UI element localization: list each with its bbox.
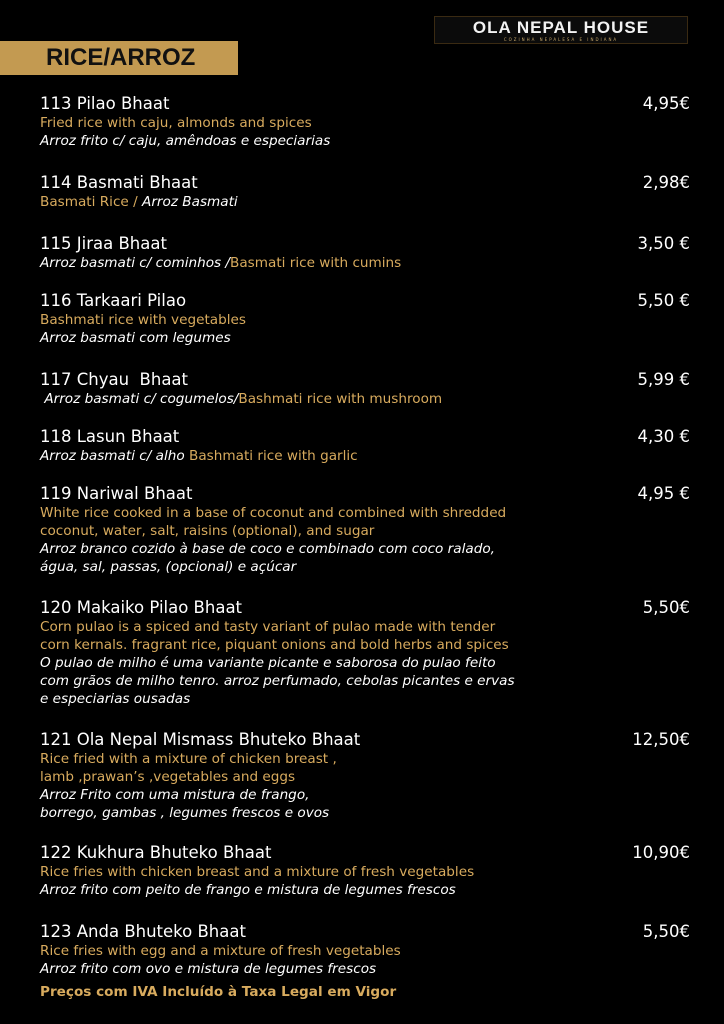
item-desc-en: Bashmati rice with mushroom — [238, 391, 443, 407]
item-title: 116 Tarkaari Pilao — [40, 291, 187, 310]
item-price: 5,50€ — [642, 922, 690, 941]
menu-item-118 — [40, 427, 690, 465]
menu-item-117 — [40, 370, 690, 408]
item-desc-pt: O pulao de milho é uma variante picante e saborosa do pulao feito com grãos de milho tenro. arroz perfumado, cebolas picantes e ervas e especiarias ousadas — [40, 655, 515, 707]
item-price: 5,50€ — [642, 598, 690, 617]
item-desc-en: Fried rice with caju, almonds and spices — [40, 115, 312, 131]
menu-item-113 — [40, 94, 690, 150]
item-price: 4,95 € — [637, 484, 690, 503]
menu-item-120 — [40, 598, 690, 708]
item-desc-en: Rice fried with a mixture of chicken breast , lamb ,prawan’s ,vegetables and eggs — [40, 751, 337, 785]
item-price: 4,30 € — [637, 427, 690, 446]
item-desc-pt: Arroz frito com peito de frango e mistura de legumes frescos — [40, 882, 456, 898]
item-desc-en: Rice fries with egg and a mixture of fresh vegetables — [40, 943, 401, 959]
logo-name: OLA NEPAL HOUSE — [472, 17, 650, 37]
item-desc-pt: Arroz Frito com uma mistura de frango, borrego, gambas , legumes frescos e ovos — [40, 787, 330, 821]
menu-item-114 — [40, 173, 690, 211]
item-desc-pt: Arroz frito com ovo e mistura de legumes frescos — [40, 961, 377, 977]
tax-note: Preços com IVA Incluído à Taxa Legal em Vigor — [40, 984, 397, 1000]
item-price: 5,50 € — [637, 291, 690, 310]
item-title: 117 Chyau Bhaat — [40, 370, 189, 389]
item-desc-pt: Arroz basmati c/ cominhos / — [40, 255, 231, 271]
menu-item-121 — [40, 730, 690, 822]
item-title: 118 Lasun Bhaat — [40, 427, 180, 446]
menu-item-116 — [40, 291, 690, 347]
item-desc-pt: Arroz basmati c/ cogumelos/ — [40, 391, 239, 407]
menu-item-115 — [40, 234, 690, 272]
item-price: 12,50€ — [632, 730, 690, 749]
menu-item-119 — [40, 484, 690, 576]
item-desc-separator: / — [128, 194, 143, 210]
item-title: 122 Kukhura Bhuteko Bhaat — [40, 843, 272, 862]
item-title: 121 Ola Nepal Mismass Bhuteko Bhaat — [40, 730, 361, 749]
item-desc-pt: Arroz branco cozido à base de coco e combinado com coco ralado, água, sal, passas, (opcional) e açúcar — [40, 541, 495, 575]
item-desc-en: White rice cooked in a base of coconut and combined with shredded coconut, water, salt, raisins (optional), and sugar — [40, 505, 507, 539]
item-price: 5,99 € — [637, 370, 690, 389]
item-title: 114 Basmati Bhaat — [40, 173, 198, 192]
item-desc-line — [40, 390, 690, 408]
item-desc-pt: Arroz basmati com legumes — [40, 330, 231, 346]
section-title: RICE/ARROZ — [46, 44, 196, 71]
item-desc-line — [40, 254, 690, 272]
item-title: 115 Jiraa Bhaat — [40, 234, 167, 253]
menu-item-122 — [40, 843, 690, 899]
item-title: 119 Nariwal Bhaat — [40, 484, 193, 503]
item-desc-pt: Arroz basmati c/ alho — [40, 448, 190, 464]
item-title: 120 Makaiko Pilao Bhaat — [40, 598, 243, 617]
item-desc-pt: Arroz frito c/ caju, amêndoas e especiarias — [40, 133, 331, 149]
item-price: 10,90€ — [632, 843, 690, 862]
logo-tagline: COZINHA NEPALESA E INDIANA — [503, 36, 619, 42]
item-price: 2,98€ — [642, 173, 690, 192]
section-banner — [0, 41, 238, 75]
item-desc-pt: Arroz Basmati — [142, 194, 238, 210]
item-price: 3,50 € — [637, 234, 690, 253]
menu-item-123 — [40, 922, 690, 978]
item-price: 4,95€ — [642, 94, 690, 113]
restaurant-logo — [434, 16, 688, 44]
item-desc-en: Basmati rice with cumins — [230, 255, 402, 271]
item-desc-en: Rice fries with chicken breast and a mixture of fresh vegetables — [40, 864, 475, 880]
item-desc-en: Corn pulao is a spiced and tasty variant of pulao made with tender corn kernals. fragrant rice, piquant onions and bold herbs and spices — [40, 619, 509, 653]
item-title: 113 Pilao Bhaat — [40, 94, 170, 113]
item-desc-line — [40, 447, 690, 465]
item-title: 123 Anda Bhuteko Bhaat — [40, 922, 246, 941]
item-desc-line — [40, 193, 690, 211]
item-desc-en: Bashmati rice with vegetables — [40, 312, 246, 328]
item-desc-en: Bashmati rice with garlic — [189, 448, 358, 464]
item-desc-en: Basmati Rice — [40, 194, 129, 210]
